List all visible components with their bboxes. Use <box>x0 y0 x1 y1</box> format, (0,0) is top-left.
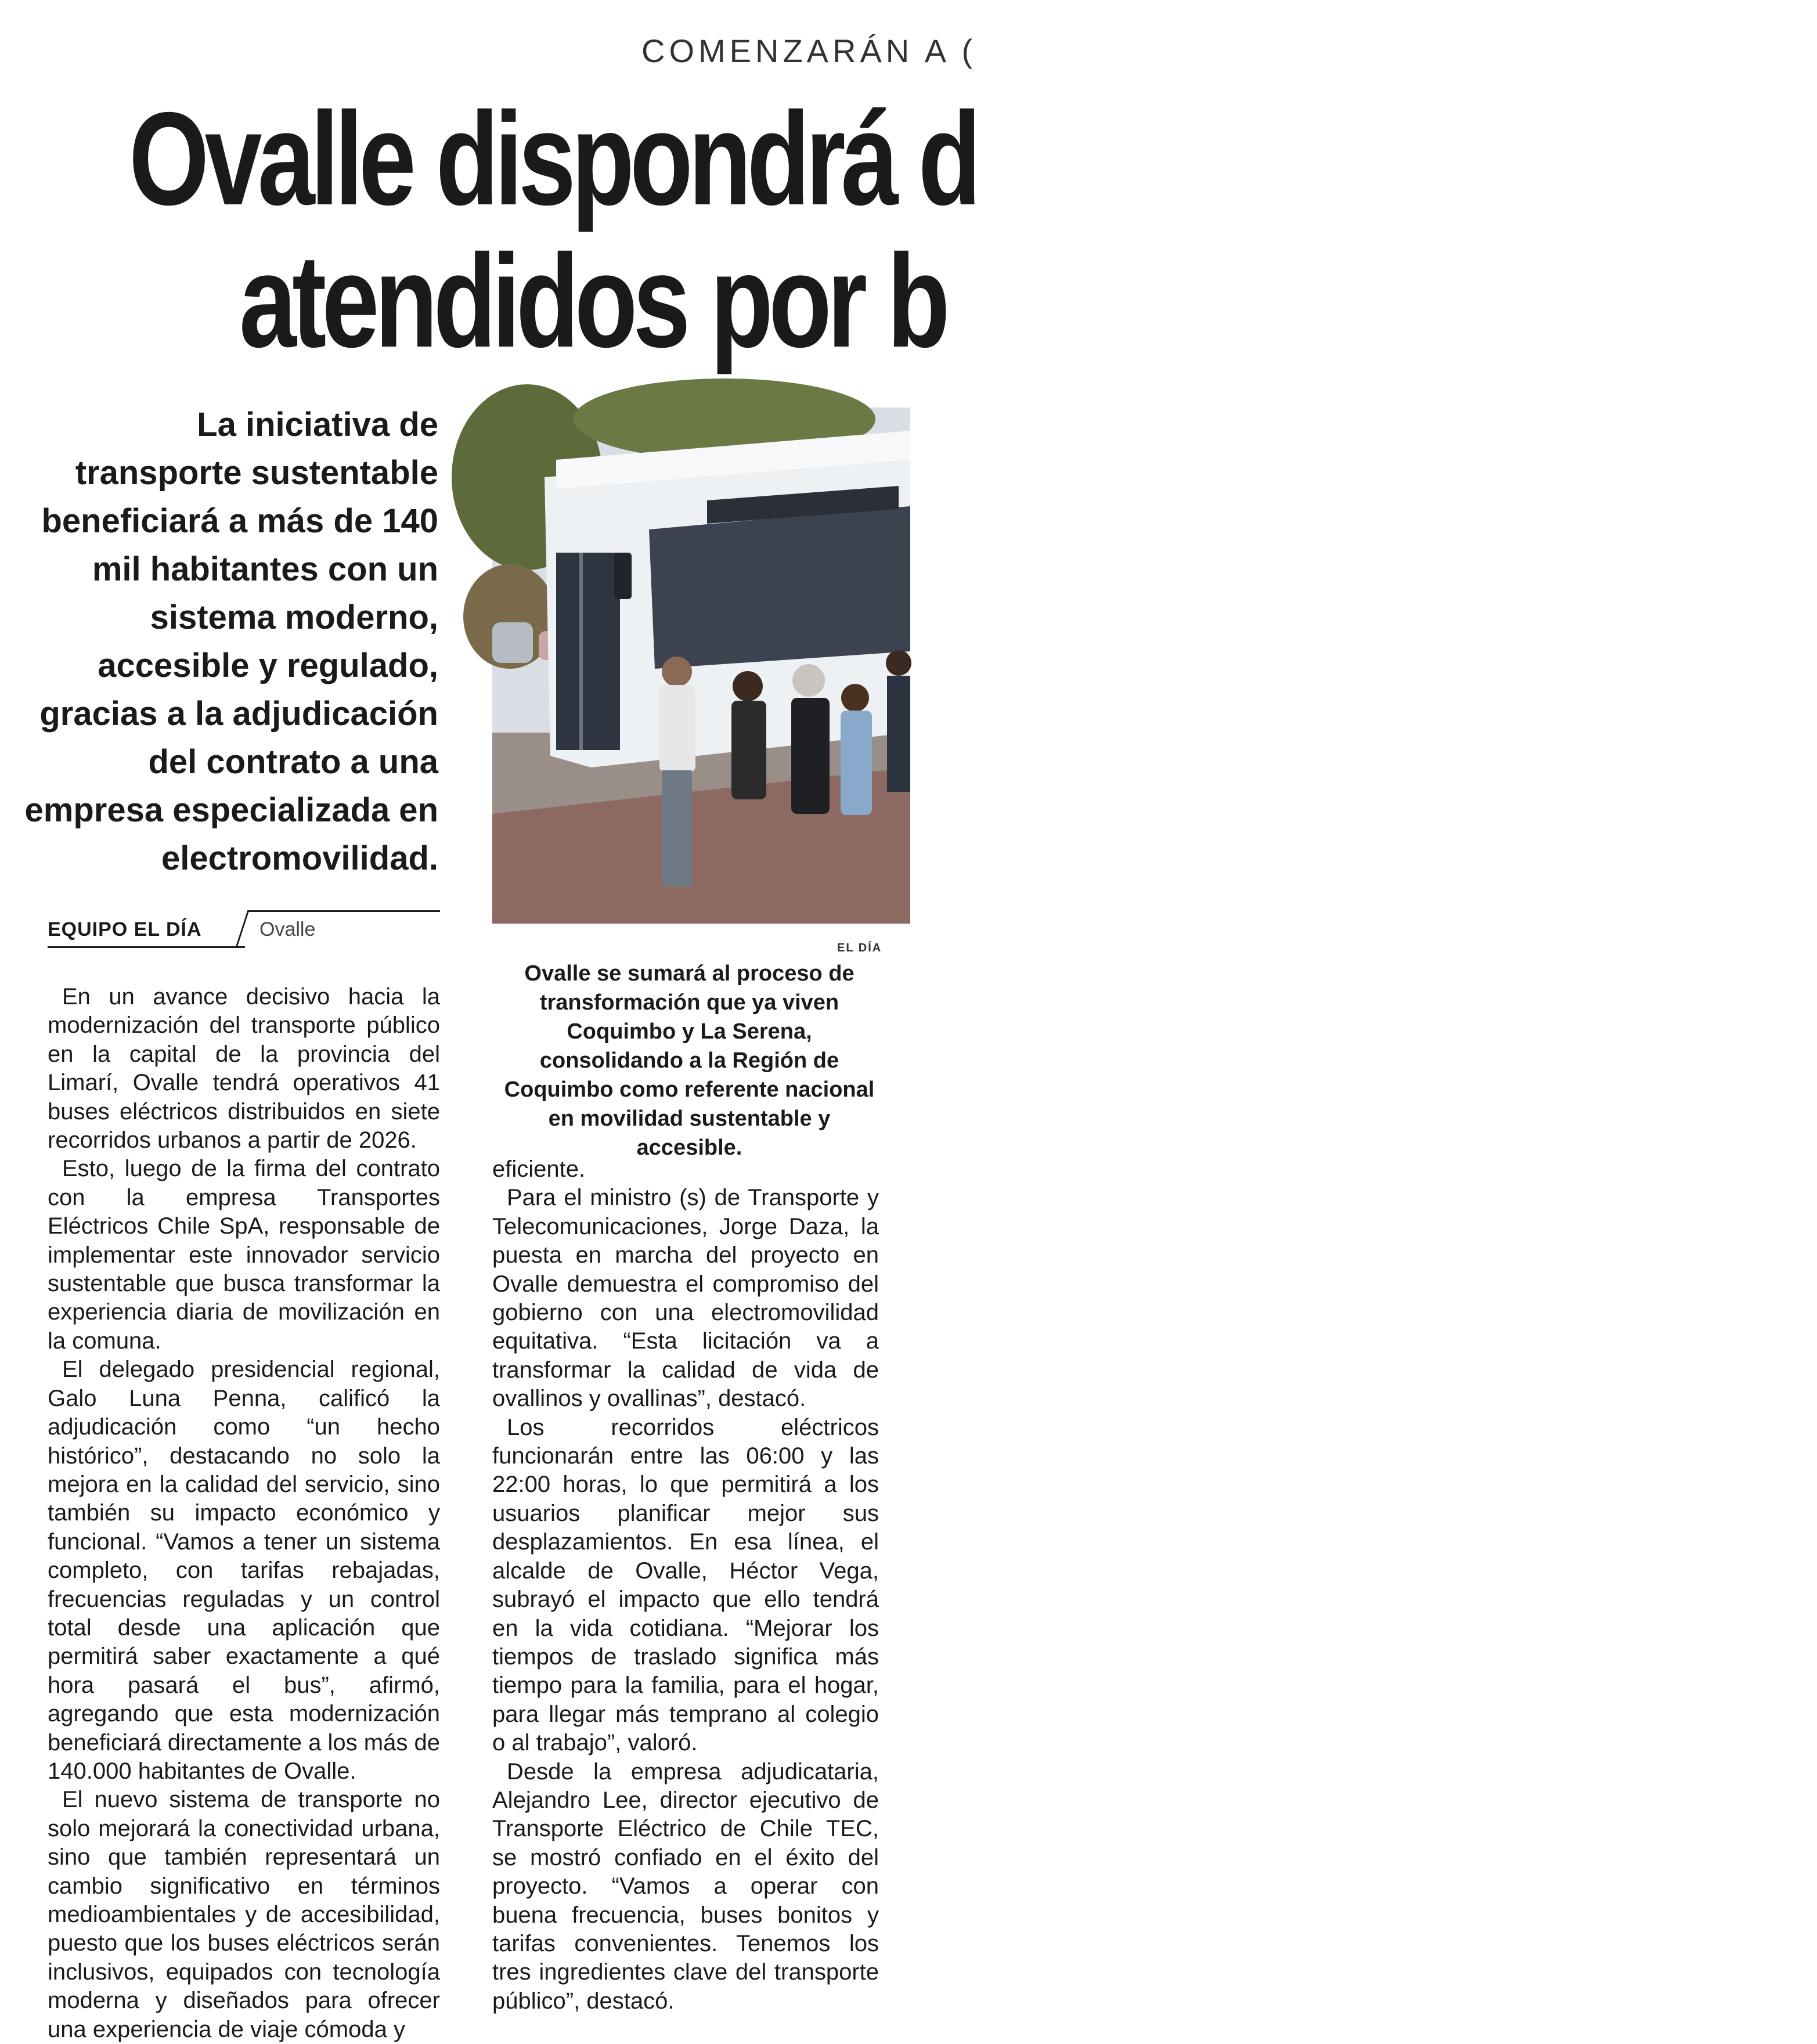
headline-line-2: atendidos por b <box>239 228 946 375</box>
byline-location: Ovalle <box>259 918 316 940</box>
paragraph: En un avance decisivo hacia la modernización del transporte público en la capital de la provincia del Limarí, Ovalle tendrá operativos 41 buses eléctricos distribuidos en siete recorridos urbanos a partir de 2026. <box>48 984 440 1153</box>
lead-paragraph: La iniciativa de transporte sustentable beneficiará a más de 140 mil habitantes con un sistema moderno, accesible y regulado, gracias a la adjudicación del contrato a una empresa especializada en electromovilidad. <box>24 406 438 877</box>
paragraph: eficiente. <box>492 1156 586 1182</box>
article-column-1 <box>48 983 440 2044</box>
photo-credit: EL DÍA <box>837 942 882 954</box>
bus-photo <box>492 408 910 924</box>
paragraph: El nuevo sistema de transporte no solo mejorará la conectividad urbana, sino que también representará un cambio significativo en términos medioambientales y de accesibilidad, puesto que los buses eléctricos serán inclusivos, equipados con tecnología moderna y diseñados para ofrecer una experiencia de viaje cómoda y <box>48 1787 440 2042</box>
photo-caption: Ovalle se sumará al proceso de transformación que ya viven Coquimbo y La Serena, consolidando a la Región de Coquimbo como referente nacional en movilidad sustentable y accesible. <box>504 961 875 1160</box>
headline-line-1: Ovalle dispondrá d <box>129 85 977 233</box>
byline-slash <box>236 910 250 947</box>
paragraph: Desde la empresa adjudicataria, Alejandro Lee, director ejecutivo de Transporte Eléctrico de Chile TEC, se mostró confiado en el éxito del proyecto. “Vamos a operar con buena frecuencia, buses bonitos y tarifas convenientes. Tenemos los tres ingredientes clave del transporte público”, destacó. <box>492 1758 879 2014</box>
byline <box>48 910 440 947</box>
article-column-2 <box>492 1155 879 2016</box>
paragraph: El delegado presidencial regional, Galo Luna Penna, calificó la adjudicación como “un hecho histórico”, destacando no solo la mejora en la calidad del servicio, sino también su impacto económico y funcional. “Vamos a tener un sistema completo, con tarifas rebajadas, frecuencias reguladas y un control total desde una aplicación que permitirá saber exactamente a qué hora pasará el bus”, afirmó, agregando que esta modernización beneficiará directamente a los más de 140.000 habitantes de Ovalle. <box>48 1357 440 1784</box>
paragraph: Los recorridos eléctricos funcionarán entre las 06:00 y las 22:00 horas, lo que permitirá a los usuarios planificar mejor sus desplazamientos. En esa línea, el alcalde de Ovalle, Héctor Vega, subrayó el impacto que ello tendrá en la vida cotidiana. “Mejorar los tiempos de traslado significa más tiempo para la familia, para el hogar, para llegar más temprano al colegio o al trabajo”, valoró. <box>492 1414 879 1756</box>
byline-author: EQUIPO EL DÍA <box>48 918 202 940</box>
kicker: COMENZARÁN A ( <box>641 33 977 69</box>
byline-rule-bottom <box>48 946 245 948</box>
byline-rule-top <box>248 910 440 912</box>
paragraph: Para el ministro (s) de Transporte y Telecomunicaciones, Jorge Daza, la puesta en marcha del proyecto en Ovalle demuestra el compromiso del gobierno con una electromovilidad equitativa. “Esta licitación va a transformar la calidad de vida de ovallinos y ovallinas”, destacó. <box>492 1185 879 1412</box>
paragraph: Esto, luego de la firma del contrato con la empresa Transportes Eléctricos Chile SpA, responsable de implementar este innovador servicio sustentable que busca transformar la experiencia diaria de movilización en la comuna. <box>48 1156 440 1354</box>
